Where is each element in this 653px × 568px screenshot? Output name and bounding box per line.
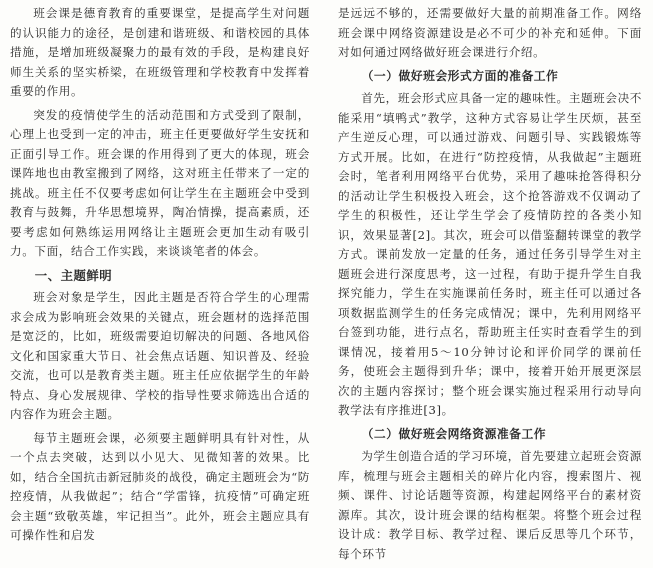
subsection2-paragraph: 为学生创造合适的学习环境，首先要建立起班会资源库，梳理与班会主题相关的碎片化内容，搜索图片、视频、课件、讨论话题等资源，构建起网络平台的素材资源库。其次，设计班会课的结构框架。将整个班会过程设计成：教学目标、教学过程、课后反思等几个环节，每个环节: [338, 449, 642, 561]
subsection1-paragraph: 首先，班会形式应具备一定的趣味性。主题班会决不能采用“填鸭式”教学，这种方式容易让学生厌烦，甚至产生逆反心理，可以通过游戏、问题引导、实践锻炼等方式开展。比如，在进行“防控疫情，从我做起”主题班会时，笔者利用网络平台优势，采用了趣味抢答得积分的活动让学生积极投入班会，这个抢答游戏不仅调动了学生的积极性，还让学生学会了疫情防控的各类小知识，效果显著[2]。其次，班会可以借鉴翻转课堂的教学方式。课前发放一定量的任务，通过任务引导学生对主题班会进行深度思考，这一过程，有助于提升学生自我探究能力，学生在实施课前任务时，班主任可以通过各项数据监测学生的任务完成情况；课中，先利用网络平台签到功能，进行点名，帮助班主任实时查看学生的到课情况，接着用5～10分钟讨论和评价同学的课前任务，使班会主题得到升华；课中，接着开始开展更深层次的主题内容探讨；整个班会课实施过程采用行动导向教学法有序推进[3]。: [338, 91, 642, 417]
continuation-paragraph: 是远远不够的，还需要做好大量的前期准备工作。网络班会课中网络资源建设是必不可少的补充和延伸。下面对如何通过网络做好班会课进行介绍。: [338, 6, 642, 59]
intro-paragraph-2: 突发的疫情使学生的活动范围和方式受到了限制，心理上也受到一定的冲击，班主任更要做好学生安抚和正面引导工作。班会课的作用得到了更大的体现，班会课阵地也由教室搬到了网络，这对班主任带来了一定的挑战。班主任不仅要考虑如何让学生在主题班会中受到教育与鼓舞，升华思想境界，陶冶情操，提高素质，还要考虑如何熟练运用网络让主题班会更加生动有吸引力。下面，结合工作实践，来谈谈笔者的体会。: [10, 107, 310, 258]
subsection-heading-resources: （二）做好班会网络资源准备工作: [361, 426, 547, 441]
section-heading-theme: 一、主题鲜明: [34, 267, 113, 283]
section1-paragraph-1: 班会对象是学生，因此主题是否符合学生的心理需求会成为影响班会效果的关键点，班会题材的选择范围是宽泛的，比如，班级需要迫切解决的问题、各地风俗文化和国家重大节日、社会焦点话题、知识普及、经验交流，也可以是教育类主题。班主任应依据学生的年龄特点、身心发展规律、学校的指导性要求筛选出合适的内容作为班会主题。: [10, 290, 310, 421]
subsection-heading-format: （一）做好班会形式方面的准备工作: [361, 68, 559, 83]
right-column: [338, 4, 642, 568]
section1-paragraph-2: 每节主题班会课，必须要主题鲜明具有针对性，从一个点去突破，达到以小见大、见微知著的效果。比如，结合全国抗击新冠肺炎的战役，确定主题班会为“防控疫情，从我做起”；结合“学雷锋，抗疫情”可确定班会主题“致敬英雄，牢记担当”。此外，班会主题应具有可操作性和启发: [10, 430, 310, 542]
left-column: [10, 4, 310, 550]
intro-paragraph-1: 班会课是德育教育的重要课堂，是提高学生对问题的认识能力的途径，是创建和谐班级、和谐校园的具体措施，是增加班级凝聚力的最有效的手段，是构建良好师生关系的坚实桥梁，在班级管理和学校教育中发挥着重要的作用。: [10, 6, 310, 98]
